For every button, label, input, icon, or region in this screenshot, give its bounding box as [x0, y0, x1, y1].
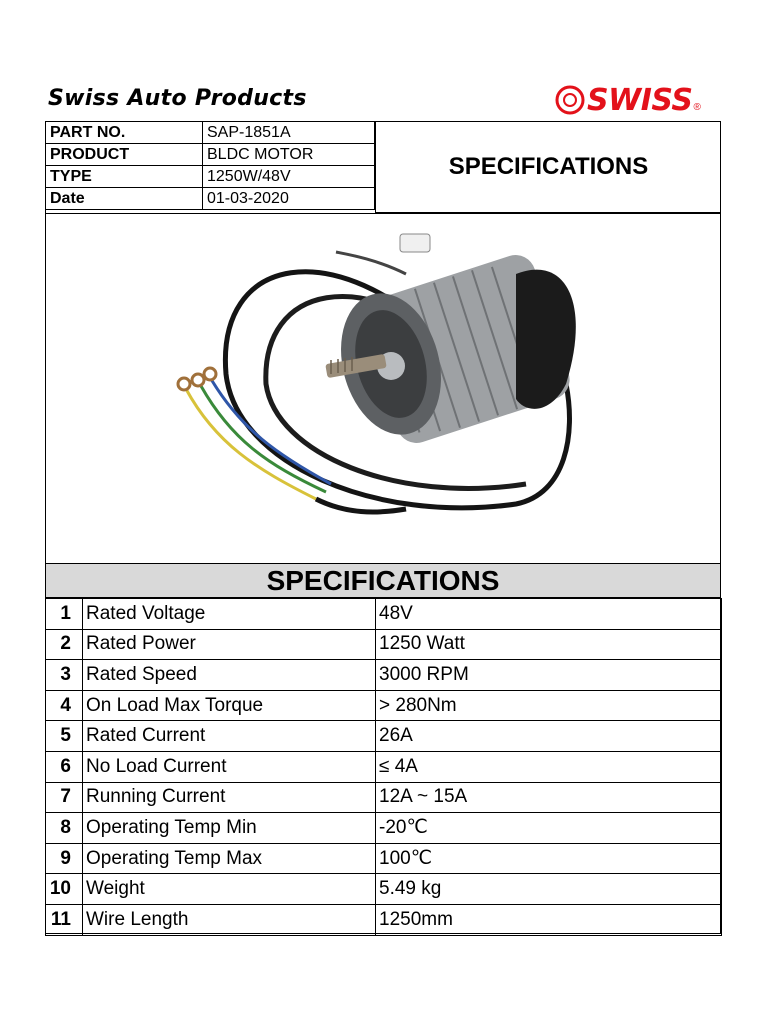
spec-name: Weight: [83, 874, 376, 905]
spec-value: -20℃: [376, 813, 722, 844]
photo-top-divider: [45, 213, 721, 214]
spec-number: 5: [46, 721, 83, 752]
spec-name: Rated Speed: [83, 660, 376, 691]
table-row: [46, 813, 722, 844]
spec-name: Running Current: [83, 782, 376, 813]
table-row: [46, 751, 722, 782]
spec-number: 3: [46, 660, 83, 691]
spec-name: Operating Temp Max: [83, 843, 376, 874]
specifications-title: SPECIFICATIONS: [46, 563, 720, 598]
header-key: TYPE: [46, 166, 203, 188]
header-value: SAP-1851A: [203, 122, 375, 144]
spec-number: 6: [46, 751, 83, 782]
spec-value: ≤ 4A: [376, 751, 722, 782]
spec-name: Rated Voltage: [83, 599, 376, 630]
table-row: [46, 690, 722, 721]
spec-number: 7: [46, 782, 83, 813]
spec-name: Operating Temp Min: [83, 813, 376, 844]
table-row: [46, 721, 722, 752]
spec-name: Rated Power: [83, 629, 376, 660]
spec-value: 1250mm: [376, 904, 722, 935]
spec-name: On Load Max Torque: [83, 690, 376, 721]
spec-number: 4: [46, 690, 83, 721]
spec-number: 9: [46, 843, 83, 874]
spec-number: 2: [46, 629, 83, 660]
spec-value: 12A ~ 15A: [376, 782, 722, 813]
table-row: [46, 874, 722, 905]
header-title: SPECIFICATIONS: [375, 121, 721, 213]
motor-photo: [46, 214, 720, 562]
swiss-logo-wordmark: SWISS: [587, 82, 693, 118]
swiss-logo-emblem-icon: [553, 83, 587, 117]
header-value: 01-03-2020: [203, 188, 375, 210]
table-row: [46, 599, 722, 630]
spec-name: Rated Current: [83, 721, 376, 752]
spec-value: 26A: [376, 721, 722, 752]
header-key: PART NO.: [46, 122, 203, 144]
header-key: PRODUCT: [46, 144, 203, 166]
registered-mark: ®: [693, 101, 701, 113]
spec-number: 10: [46, 874, 83, 905]
spec-value: 1250 Watt: [376, 629, 722, 660]
spec-number: 11: [46, 904, 83, 935]
spec-name: No Load Current: [83, 751, 376, 782]
table-row: [46, 904, 722, 935]
header-row: [46, 144, 375, 166]
header-value: 1250W/48V: [203, 166, 375, 188]
header-row: [46, 122, 375, 144]
table-row: [46, 843, 722, 874]
spec-number: 1: [46, 599, 83, 630]
product-header-table: [45, 121, 375, 210]
swiss-logo: [553, 82, 701, 118]
spec-value: 3000 RPM: [376, 660, 722, 691]
header-key: Date: [46, 188, 203, 210]
table-row: [46, 660, 722, 691]
spec-value: 48V: [376, 599, 722, 630]
header-row: [46, 166, 375, 188]
table-row: [46, 629, 722, 660]
company-name: Swiss Auto Products: [48, 86, 307, 111]
header-row: [46, 188, 375, 210]
table-row: [46, 782, 722, 813]
spec-value: 5.49 kg: [376, 874, 722, 905]
spec-name: Wire Length: [83, 904, 376, 935]
spec-number: 8: [46, 813, 83, 844]
motor-image-icon: [46, 214, 720, 562]
header-value: BLDC MOTOR: [203, 144, 375, 166]
spec-value: > 280Nm: [376, 690, 722, 721]
spec-value: 100℃: [376, 843, 722, 874]
specifications-table: [45, 598, 722, 936]
